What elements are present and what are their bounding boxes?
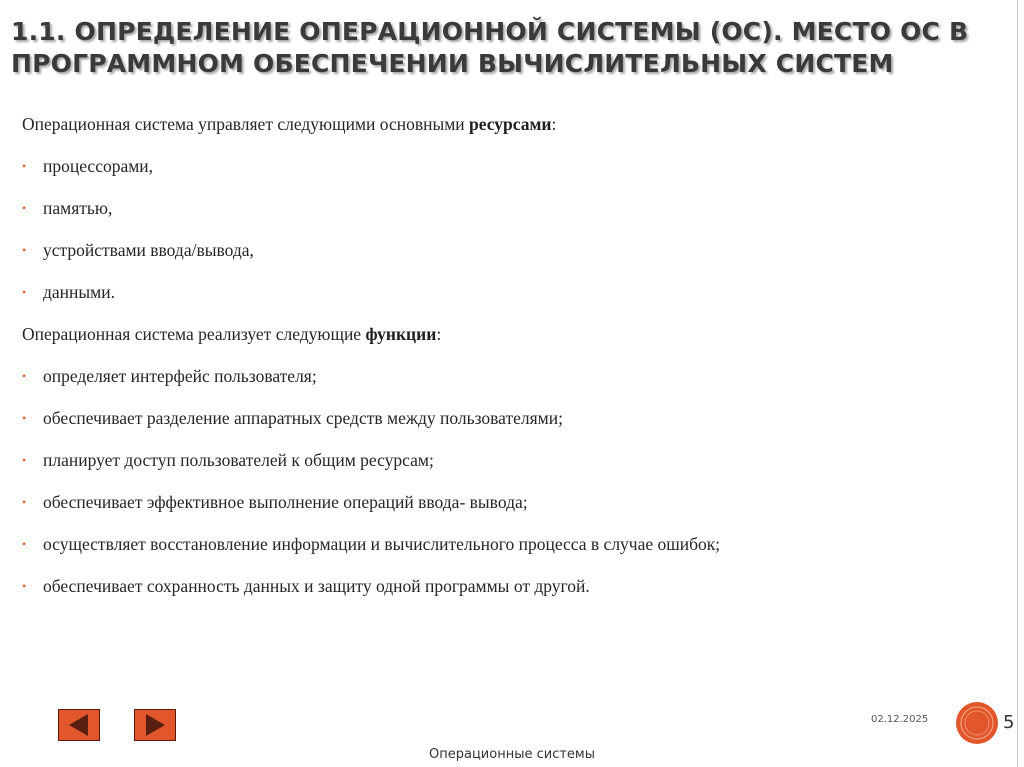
slide-title-line-2: ПРОГРАММНОМ ОБЕСПЕЧЕНИИ ВЫЧИСЛИТЕЛЬНЫХ СИСТЕМ <box>11 49 894 78</box>
bullet-icon: • <box>22 495 27 509</box>
resources-intro <box>22 114 1002 134</box>
list-item <box>22 492 1002 512</box>
list-item-text: обеспечивает сохранность данных и защиту одной программы от другой. <box>43 576 590 596</box>
resources-intro-text: Операционная система управляет следующими основными <box>22 114 470 134</box>
bullet-icon: • <box>22 411 27 425</box>
list-item <box>22 156 1002 176</box>
functions-list <box>22 366 1002 596</box>
list-item-text: планирует доступ пользователей к общим ресурсам; <box>43 450 434 470</box>
list-item-text: обеспечивает разделение аппаратных средств между пользователями; <box>43 408 563 428</box>
resources-intro-suffix: : <box>551 114 557 134</box>
list-item-text: данными. <box>43 282 115 302</box>
page-number: 5 <box>1003 712 1015 733</box>
resources-list <box>22 156 1002 302</box>
list-item-text: устройствами ввода/вывода, <box>43 240 254 260</box>
list-item-text: процессорами, <box>43 156 154 176</box>
list-item <box>22 282 1002 302</box>
functions-intro-suffix: : <box>436 324 442 344</box>
list-item-text: осуществляет восстановление информации и вычислительного процесса в случае ошибок; <box>43 534 721 554</box>
triangle-right-icon <box>135 710 175 740</box>
triangle-left-icon <box>59 710 99 740</box>
slide-title <box>11 16 1011 80</box>
list-item-text: обеспечивает эффективное выполнение операций ввода- вывода; <box>43 492 528 512</box>
list-item-text: определяет интерфейс пользователя; <box>43 366 317 386</box>
resources-keyword: ресурсами <box>469 114 552 134</box>
bullet-icon: • <box>22 201 27 215</box>
slide-right-border <box>1017 0 1018 767</box>
footer-caption: Операционные системы <box>429 747 595 762</box>
bullet-icon: • <box>22 243 27 257</box>
list-item <box>22 240 1002 260</box>
list-item-text: памятью, <box>43 198 113 218</box>
slide-title-line-1: 1.1. ОПРЕДЕЛЕНИЕ ОПЕРАЦИОННОЙ СИСТЕМЫ (ОС). МЕСТО ОС В <box>11 17 969 46</box>
slide-badge-icon <box>955 701 999 745</box>
bullet-icon: • <box>22 579 27 593</box>
list-item <box>22 450 1002 470</box>
functions-keyword: функции <box>365 324 437 344</box>
functions-intro <box>22 324 1002 344</box>
bullet-icon: • <box>22 159 27 173</box>
list-item <box>22 366 1002 386</box>
functions-intro-text: Операционная система реализует следующие <box>22 324 366 344</box>
previous-slide-button[interactable] <box>58 709 100 741</box>
bullet-icon: • <box>22 369 27 383</box>
list-item <box>22 408 1002 428</box>
list-item <box>22 198 1002 218</box>
slide-date: 02.12.2025 <box>871 714 929 725</box>
bullet-icon: • <box>22 285 27 299</box>
next-slide-button[interactable] <box>134 709 176 741</box>
slide-content <box>22 114 1002 618</box>
list-item <box>22 576 1002 596</box>
bullet-icon: • <box>22 537 27 551</box>
list-item <box>22 534 1002 554</box>
bullet-icon: • <box>22 453 27 467</box>
